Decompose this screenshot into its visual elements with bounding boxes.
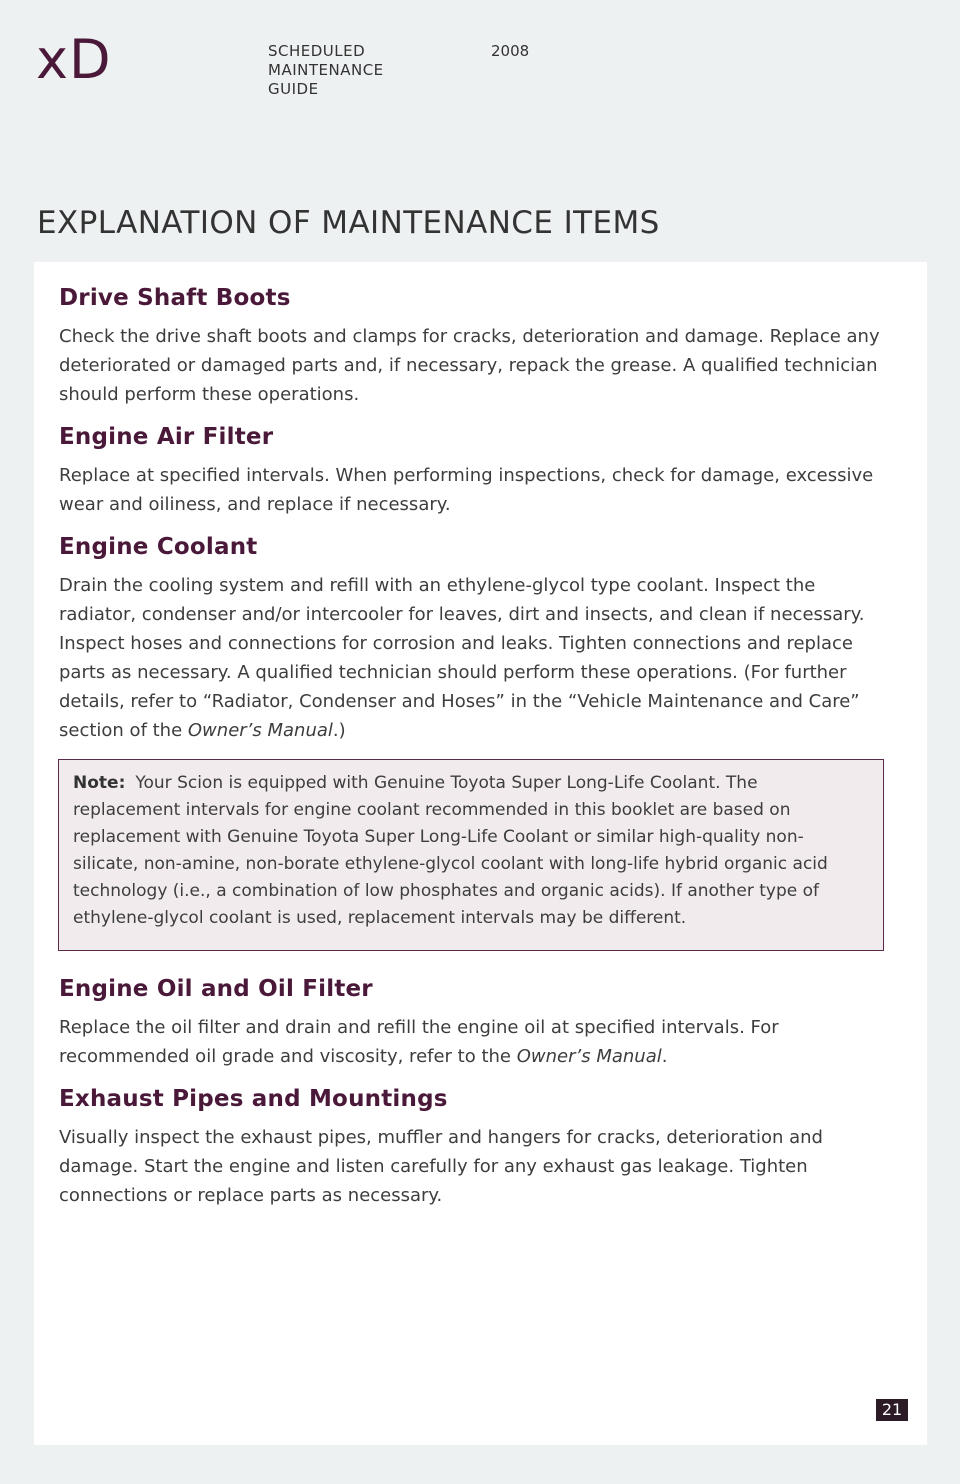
item-body-end: . bbox=[661, 1046, 668, 1067]
note-text: Your Scion is equipped with Genuine Toyota Super Long-Life Coolant. The replacement intervals for engine coolant recommended in this booklet are based on replacement with Genuine Toyota Super Long-Life Coolant or similar high-quality non-silicate, non-amine, non-borate ethylene-glycol coolant with long-life hybrid organic acid technology (i.e., a combination of low phosphates and organic acids). If another type of ethylene-glycol coolant is used, replacement intervals may be different. bbox=[73, 773, 828, 928]
item-heading: Drive Shaft Boots bbox=[59, 285, 291, 311]
item-heading: Exhaust Pipes and Mountings bbox=[59, 1086, 448, 1112]
item-body-end: .) bbox=[332, 720, 346, 741]
page-number: 21 bbox=[876, 1399, 908, 1421]
content bbox=[59, 282, 889, 1222]
item-body: Check the drive shaft boots and clamps for cracks, deterioration and damage. Replace any deteriorated or damaged parts and, if necessary, repack the grease. A qualified technician should perform these operations. bbox=[59, 326, 880, 405]
note-label: Note: bbox=[73, 773, 126, 793]
section-title: EXPLANATION OF MAINTENANCE ITEMS bbox=[37, 205, 660, 241]
owners-manual-ref: Owner’s Manual bbox=[187, 720, 333, 741]
item-body: Replace at specified intervals. When performing inspections, check for damage, excessive wear and oiliness, and replace if necessary. bbox=[59, 465, 874, 515]
item-body-text: Replace the oil filter and drain and refill the engine oil at specified intervals. For recommended oil grade and viscosity, refer to the bbox=[59, 1017, 779, 1067]
guide-title-line: SCHEDULED bbox=[268, 42, 366, 60]
guide-title-line: MAINTENANCE bbox=[268, 61, 384, 79]
guide-title-line: GUIDE bbox=[268, 80, 319, 98]
item-heading: Engine Oil and Oil Filter bbox=[59, 976, 373, 1002]
owners-manual-ref: Owner’s Manual bbox=[516, 1046, 662, 1067]
content-panel bbox=[34, 262, 927, 1445]
item-engine-air-filter bbox=[59, 421, 889, 519]
item-engine-coolant bbox=[59, 531, 889, 745]
item-body bbox=[59, 571, 889, 745]
item-body bbox=[59, 1013, 889, 1071]
item-exhaust-pipes bbox=[59, 1083, 889, 1210]
logo: xD bbox=[36, 28, 112, 91]
item-drive-shaft-boots bbox=[59, 282, 889, 409]
guide-year: 2008 bbox=[491, 42, 530, 60]
item-body-text: Drain the cooling system and refill with an ethylene-glycol type coolant. Inspect the radiator, condenser and/or intercooler for leaves, dirt and insects, and clean if necessary. Inspect hoses and connections for corrosion and leaks. Tighten connections and replace parts as necessary. A qualified technician should perform these operations. (For further details, refer to “Radiator, Condenser and Hoses” in the “Vehicle Maintenance and Care” section of the bbox=[59, 575, 865, 741]
guide-title bbox=[268, 42, 384, 99]
coolant-note-box bbox=[58, 759, 884, 951]
item-heading: Engine Coolant bbox=[59, 534, 258, 560]
item-engine-oil-filter bbox=[59, 973, 889, 1071]
item-heading: Engine Air Filter bbox=[59, 424, 274, 450]
item-body: Visually inspect the exhaust pipes, muffler and hangers for cracks, deterioration and damage. Start the engine and listen carefully for any exhaust gas leakage. Tighten connections or replace parts as necessary. bbox=[59, 1127, 823, 1206]
